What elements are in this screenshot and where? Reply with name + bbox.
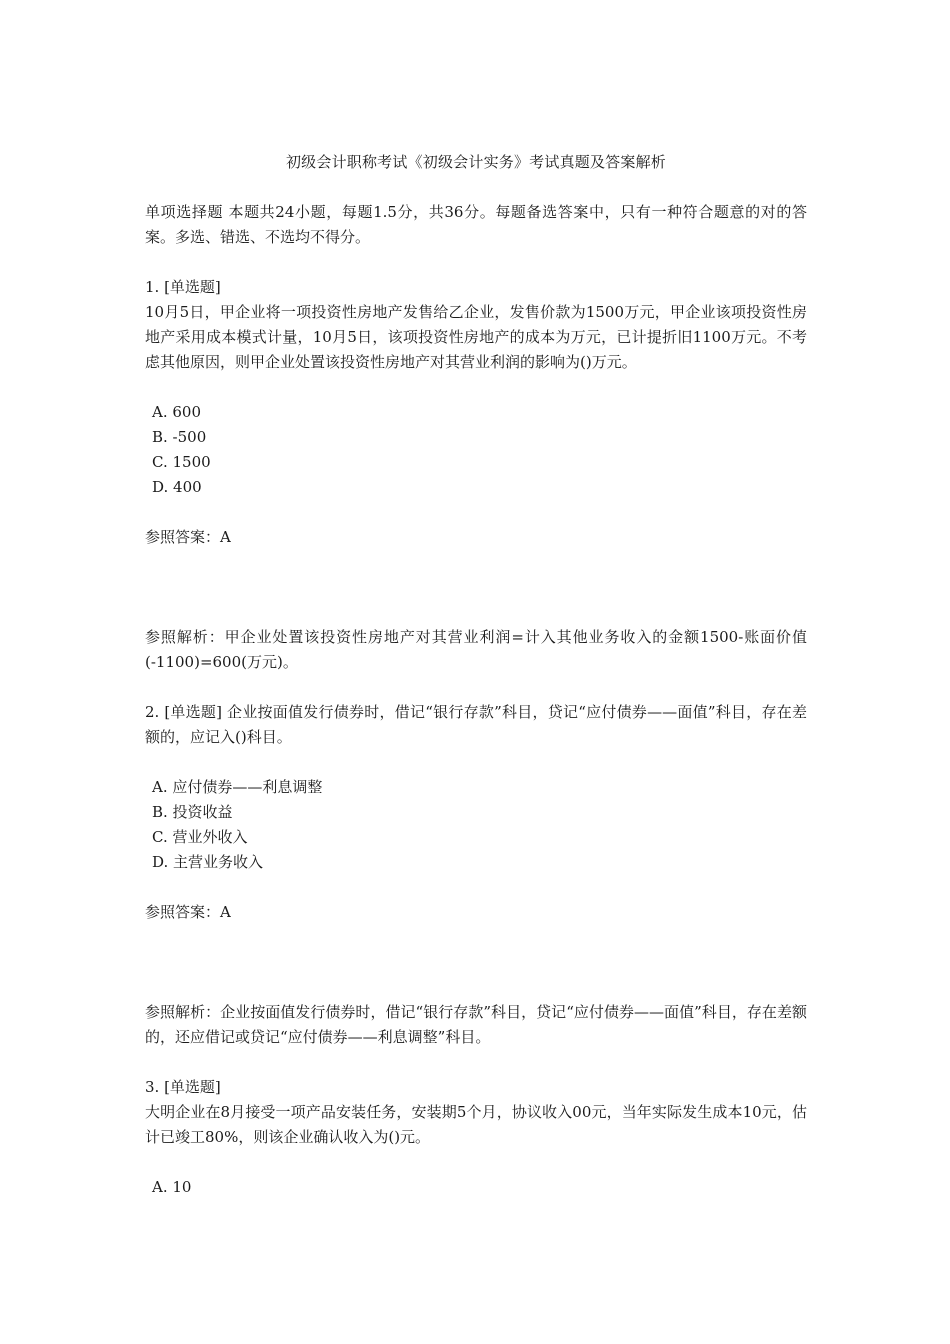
option-a: A. 600 [152,403,201,421]
question-3-options [145,1175,807,1200]
option-c: C. 1500 [152,453,211,471]
option-a: A. 10 [152,1178,192,1196]
question-1-analysis: 参照解析：甲企业处置该投资性房地产对其营业利润=计入其他业务收入的金额1500-账面价值(-1100)=600(万元)。 [145,628,807,671]
question-2-header: 2. [单选题] 企业按面值发行债券时，借记“银行存款”科目，贷记“应付债券——面值”科目，存在差额的，应记入()科目。 [145,703,807,746]
question-2 [145,700,807,1050]
option-b: B. -500 [152,428,207,446]
question-2-options [145,775,807,875]
option-c: C. 营业外收入 [152,828,248,846]
question-1-header: 1. [单选题] [145,278,221,296]
question-1-options [145,400,807,500]
section-intro: 单项选择题 本题共24小题，每题1.5分，共36分。每题备选答案中，只有一种符合题意的对的答案。多选、错选、不选均不得分。 [145,203,807,246]
option-d: D. 400 [152,478,202,496]
document-body [145,150,807,1200]
option-b: B. 投资收益 [152,803,233,821]
question-3 [145,1075,807,1200]
question-2-analysis: 参照解析：企业按面值发行债券时，借记“银行存款”科目，贷记“应付债券——面值”科目，存在差额的，还应借记或贷记“应付债券——利息调整”科目。 [145,1003,807,1046]
option-a: A. 应付债券——利息调整 [152,778,323,796]
question-2-answer: 参照答案：A [145,903,231,921]
document-title: 初级会计职称考试《初级会计实务》考试真题及答案解析 [285,153,666,171]
question-1-stem: 10月5日，甲企业将一项投资性房地产发售给乙企业，发售价款为1500万元，甲企业该项投资性房地产采用成本模式计量，10月5日，该项投资性房地产的成本为万元，已计提折旧1100万元。不考虑其他原因，则甲企业处置该投资性房地产对其营业利润的影响为()万元。 [145,303,807,371]
option-d: D. 主营业务收入 [152,853,264,871]
question-3-header: 3. [单选题] [145,1078,221,1096]
question-3-stem: 大明企业在8月接受一项产品安装任务，安装期5个月，协议收入00元，当年实际发生成本10元，估计已竣工80%，则该企业确认收入为()元。 [145,1103,807,1146]
question-1 [145,275,807,675]
question-1-answer: 参照答案：A [145,528,231,546]
